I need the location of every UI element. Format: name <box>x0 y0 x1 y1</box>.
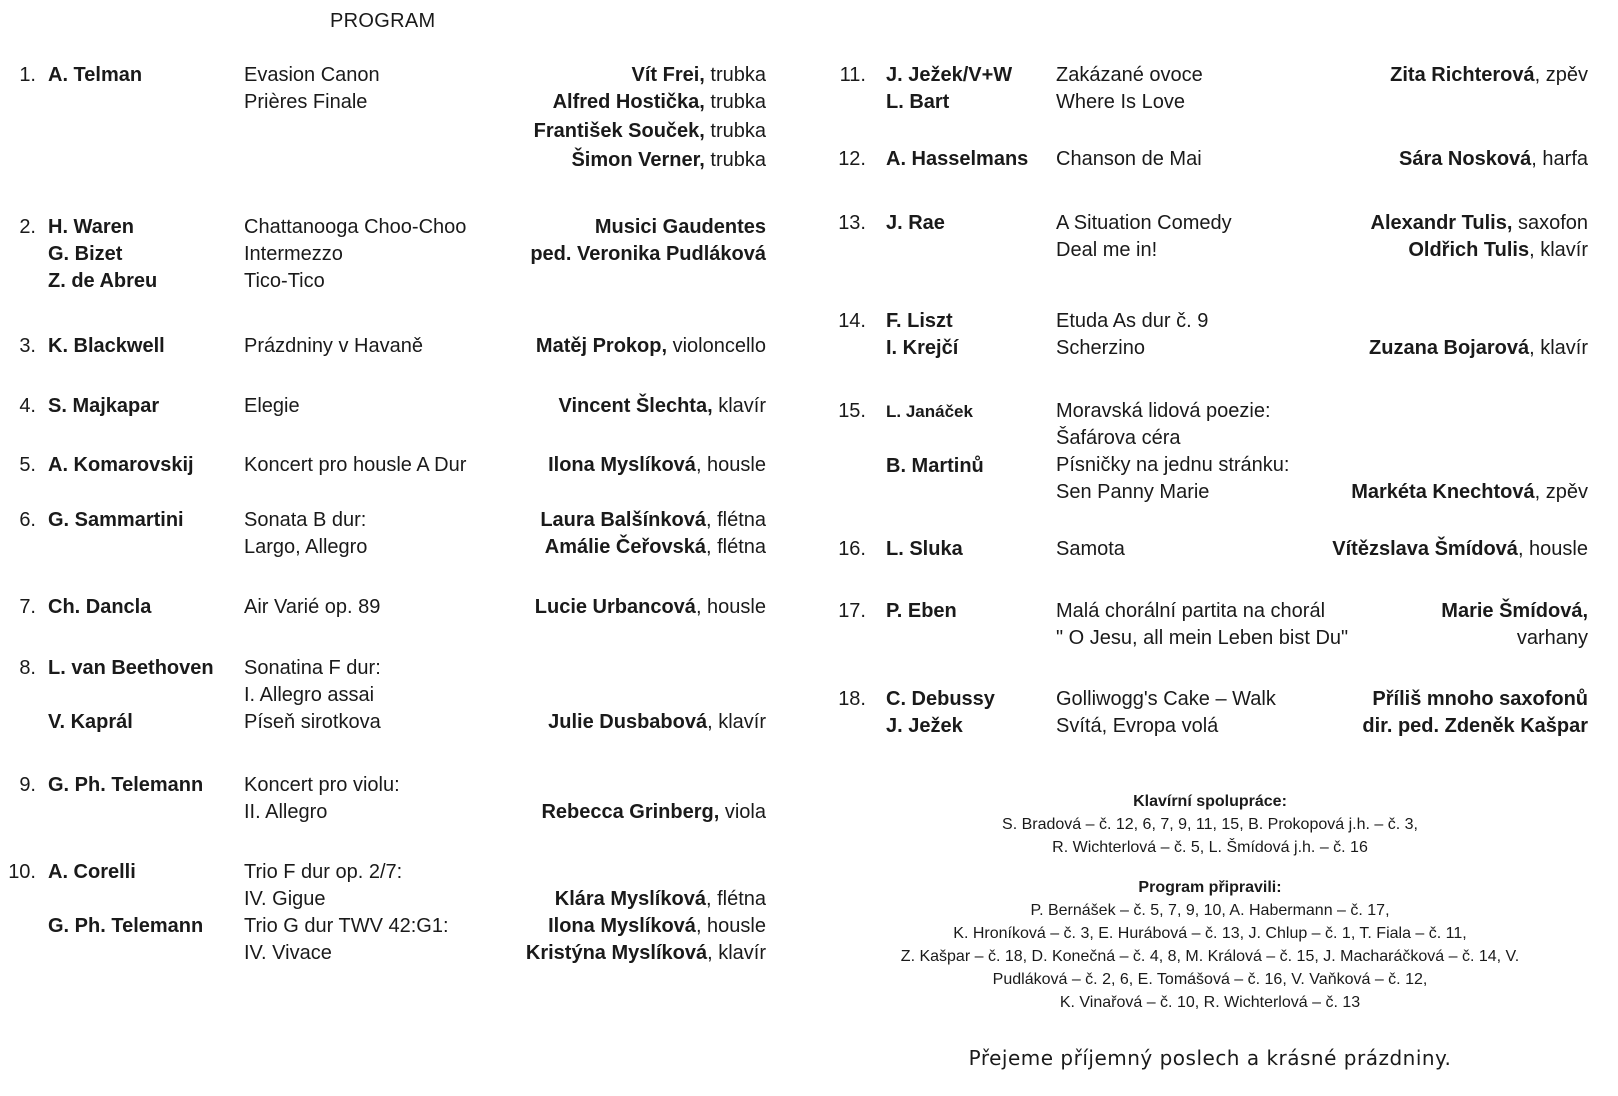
performer-instrument: , housle <box>695 915 766 937</box>
work-title: Trio G dur TWV 42:G1: <box>244 915 449 937</box>
performer-name: Klára Myslíková <box>554 888 706 910</box>
composer-name: J. Ježek/V+W <box>886 64 1013 86</box>
composers <box>48 62 142 89</box>
performer-name: Zuzana Bojarová <box>1369 337 1530 359</box>
prepared-by-notes <box>860 876 1560 1014</box>
composers <box>886 598 957 625</box>
item-number: 4. <box>19 395 36 417</box>
performers <box>1371 210 1589 264</box>
item-number: 18. <box>838 688 866 710</box>
performer-line <box>1351 425 1588 452</box>
performer-instrument: , harfa <box>1531 148 1588 170</box>
performer-line <box>548 452 766 479</box>
work-title: Tico-Tico <box>244 270 325 292</box>
works <box>244 333 423 360</box>
composer-name: L. Sluka <box>886 538 963 560</box>
performer-line <box>1371 237 1589 264</box>
work-title: Prázdniny v Havaně <box>244 335 423 357</box>
composer-name: C. Debussy <box>886 688 995 710</box>
composer-name: V. Kaprál <box>48 711 133 733</box>
works <box>1056 686 1276 740</box>
composer-name: L. Janáček <box>886 402 973 421</box>
performer-name: Ilona Myslíková <box>548 915 696 937</box>
prepared-heading: Program připravili: <box>1138 879 1282 896</box>
composer-name: G. Ph. Telemann <box>48 915 204 937</box>
item-number: 3. <box>19 335 36 357</box>
composers <box>48 594 151 621</box>
performer-line <box>1351 452 1588 479</box>
composer-name: A. Telman <box>48 64 143 86</box>
performer-instrument: , zpěv <box>1534 481 1588 503</box>
work-title: Scherzino <box>1056 337 1145 359</box>
composer-name: A. Corelli <box>48 861 136 883</box>
performer-instrument: , klavír <box>707 942 766 964</box>
performer-line <box>1390 62 1588 89</box>
work-title: Koncert pro housle A Dur <box>244 454 467 476</box>
prepared-line: Z. Kašpar – č. 18, D. Konečná – č. 4, 8, M. Králová – č. 15, J. Macharáčková – č. 14, V. <box>900 948 1520 965</box>
performer-line <box>536 333 766 360</box>
composers <box>886 62 1012 116</box>
performer-line <box>526 913 766 940</box>
composers <box>886 146 1028 173</box>
performer-name: Markéta Knechtová <box>1351 481 1535 503</box>
work-title: Etuda As dur č. 9 <box>1056 310 1209 332</box>
performer-line <box>526 859 766 886</box>
performer-name: Julie Dusbabová <box>548 711 708 733</box>
prepared-line: K. Hroníková – č. 3, E. Hurábová – č. 13, J. Chlup – č. 1, T. Fiala – č. 11, <box>953 925 1467 942</box>
work-title: A Situation Comedy <box>1056 212 1232 234</box>
performer-name: Amálie Čeřovská <box>544 536 706 558</box>
work-title: Zakázané ovoce <box>1056 64 1203 86</box>
performers <box>1332 536 1588 563</box>
item-number: 10. <box>8 861 36 883</box>
works <box>244 507 367 561</box>
item-number: 12. <box>838 148 866 170</box>
composer-name: K. Blackwell <box>48 335 165 357</box>
composers <box>48 333 165 360</box>
work-title: Intermezzo <box>244 243 343 265</box>
piano-heading: Klavírní spolupráce: <box>1133 793 1287 810</box>
work-title: Moravská lidová poezie: <box>1056 400 1271 422</box>
performer-line <box>1351 479 1588 506</box>
prepared-line: Pudláková – č. 2, 6, E. Tomášová – č. 16, V. Vaňková – č. 12, <box>992 971 1428 988</box>
performer-instrument: saxofon <box>1512 212 1588 234</box>
performers <box>1351 398 1588 506</box>
performers <box>1362 686 1588 740</box>
composers <box>48 772 203 799</box>
performer-name: Šimon Verner, <box>571 149 705 171</box>
work-title: Largo, Allegro <box>244 536 368 558</box>
performer-line <box>1332 536 1588 563</box>
composer-name: Z. de Abreu <box>48 270 158 292</box>
works <box>1056 62 1203 116</box>
work-title: Evasion Canon <box>244 64 380 86</box>
item-number: 17. <box>838 600 866 622</box>
performer-line <box>534 89 766 116</box>
performer-line <box>540 534 766 561</box>
composer-name: H. Waren <box>48 216 134 238</box>
performer-line <box>541 799 766 826</box>
performer-name: Příliš mnoho saxofonů <box>1372 688 1588 710</box>
composer-name <box>886 425 984 452</box>
performers <box>530 214 766 268</box>
work-title: Air Varié op. 89 <box>244 596 381 618</box>
performer-instrument: klavír <box>712 395 766 417</box>
performers <box>1399 146 1588 173</box>
item-number: 16. <box>838 538 866 560</box>
work-title: Malá chorální partita na chorál <box>1056 600 1326 622</box>
composers <box>48 655 214 736</box>
performer-name: Vincent Šlechta, <box>558 395 713 417</box>
performer-instrument: , flétna <box>705 509 766 531</box>
performer-line <box>534 118 766 145</box>
closing-message: Přejeme příjemný poslech a krásné prázdniny. <box>968 1046 1452 1070</box>
performer-instrument: , housle <box>695 596 766 618</box>
works <box>244 393 300 420</box>
performer-line <box>548 709 766 736</box>
performers <box>548 655 766 736</box>
works <box>244 772 400 826</box>
performers <box>559 393 766 420</box>
works <box>1056 598 1348 652</box>
composers <box>886 536 963 563</box>
work-title: Sonata B dur: <box>244 509 367 531</box>
composer-name: Ch. Dancla <box>48 596 152 618</box>
works <box>1056 146 1202 173</box>
item-number: 14. <box>838 310 866 332</box>
work-title: Píseň sirotkova <box>244 711 381 733</box>
composer-name: F. Liszt <box>886 310 953 332</box>
performers <box>1441 598 1588 652</box>
composers <box>48 859 203 940</box>
composer-name: J. Ježek <box>886 715 963 737</box>
piano-accompaniment-notes <box>860 790 1560 859</box>
works <box>244 594 380 621</box>
performer-instrument: trubka <box>704 120 766 142</box>
works <box>1056 398 1289 506</box>
composer-name: P. Eben <box>886 600 957 622</box>
composer-name: L. van Beethoven <box>48 657 214 679</box>
performers <box>1369 308 1588 362</box>
composer-name: L. Bart <box>886 91 950 113</box>
composers <box>48 452 194 479</box>
performer-name: Marie Šmídová, <box>1441 600 1588 622</box>
performer-name: Zita Richterová <box>1390 64 1535 86</box>
composer-name: A. Komarovskij <box>48 454 194 476</box>
composer-name: A. Hasselmans <box>886 148 1029 170</box>
program-title: PROGRAM <box>330 10 436 32</box>
performer-instrument: , flétna <box>705 536 766 558</box>
composer-name: G. Bizet <box>48 243 123 265</box>
prepared-line: K. Vinařová – č. 10, R. Wichterlová – č. 13 <box>1059 994 1361 1011</box>
performer-line <box>1399 146 1588 173</box>
work-title: Where Is Love <box>1056 91 1185 113</box>
performer-instrument: , housle <box>695 454 766 476</box>
performer-line <box>530 214 766 241</box>
work-title: Písničky na jednu stránku: <box>1056 454 1290 476</box>
work-title: " O Jesu, all mein Leben bist Du" <box>1056 627 1349 649</box>
performer-instrument: trubka <box>704 64 766 86</box>
work-title: Šafárova céra <box>1056 427 1181 449</box>
performers <box>535 594 766 621</box>
composer-name: S. Majkapar <box>48 395 160 417</box>
works <box>244 452 466 479</box>
performer-name: Kristýna Myslíková <box>525 942 708 964</box>
item-number: 13. <box>838 212 866 234</box>
work-title: IV. Vivace <box>244 942 332 964</box>
performer-line <box>1369 335 1588 362</box>
performer-line <box>526 886 766 913</box>
performer-instrument: varhany <box>1516 627 1588 649</box>
performer-name: ped. Veronika Pudláková <box>530 243 766 265</box>
item-number: 9. <box>19 774 36 796</box>
performer-name: Oldřich Tulis <box>1408 239 1530 261</box>
composer-name: G. Sammartini <box>48 509 184 531</box>
composers <box>48 214 157 295</box>
item-number: 2. <box>19 216 36 238</box>
piano-line: S. Bradová – č. 12, 6, 7, 9, 11, 15, B. Prokopová j.h. – č. 3, <box>1002 816 1418 833</box>
performer-instrument: , housle <box>1517 538 1588 560</box>
item-number: 1. <box>19 64 36 86</box>
performer-name: František Souček, <box>533 120 705 142</box>
performers <box>1390 62 1588 89</box>
performer-line <box>548 682 766 709</box>
work-title: IV. Gigue <box>244 888 326 910</box>
work-title: Chattanooga Choo-Choo <box>244 216 467 238</box>
works <box>1056 308 1208 362</box>
work-title: Svítá, Evropa volá <box>1056 715 1219 737</box>
work-title: Samota <box>1056 538 1125 560</box>
performer-line <box>548 655 766 682</box>
piano-line: R. Wichterlová – č. 5, L. Šmídová j.h. – č. 16 <box>1052 839 1368 856</box>
performer-line <box>530 241 766 268</box>
composer-name: G. Ph. Telemann <box>48 774 204 796</box>
performers <box>526 859 766 967</box>
work-title: Chanson de Mai <box>1056 148 1202 170</box>
performers <box>548 452 766 479</box>
performers <box>534 62 766 174</box>
item-number: 7. <box>19 596 36 618</box>
performer-name: Lucie Urbancová <box>534 596 696 618</box>
work-title: Golliwogg's Cake – Walk <box>1056 688 1276 710</box>
composers <box>886 398 984 480</box>
performer-line <box>1369 308 1588 335</box>
performer-instrument: , klavír <box>707 711 766 733</box>
performer-instrument: , zpěv <box>1534 64 1588 86</box>
prepared-line: P. Bernášek – č. 5, 7, 9, 10, A. Habermann – č. 17, <box>1030 902 1390 919</box>
performer-instrument: trubka <box>704 91 766 113</box>
work-title: Koncert pro violu: <box>244 774 400 796</box>
performer-name: Sára Nosková <box>1399 148 1532 170</box>
item-number: 15. <box>838 400 866 422</box>
performer-name: Matěj Prokop, <box>535 335 668 357</box>
works <box>244 859 449 967</box>
works <box>244 62 380 116</box>
performer-name: Alfred Hostička, <box>552 91 705 113</box>
works <box>244 655 381 736</box>
performer-instrument: viola <box>719 801 766 823</box>
performer-line <box>526 940 766 967</box>
performers <box>536 333 766 360</box>
composer-name: B. Martinů <box>886 455 984 477</box>
performer-instrument: trubka <box>704 149 766 171</box>
work-title: Prières Finale <box>244 91 368 113</box>
performer-instrument: , klavír <box>1529 337 1588 359</box>
performer-instrument: violoncello <box>667 335 766 357</box>
performers <box>540 507 766 561</box>
works <box>1056 210 1232 264</box>
composers <box>48 393 159 420</box>
performer-instrument: , klavír <box>1529 239 1588 261</box>
performer-name: Vít Frei, <box>631 64 705 86</box>
composers <box>886 308 958 362</box>
performer-name: Ilona Myslíková <box>548 454 696 476</box>
performer-line <box>1362 686 1588 713</box>
work-title: II. Allegro <box>244 801 328 823</box>
performer-line <box>1351 398 1588 425</box>
performer-line <box>535 594 766 621</box>
work-title: Deal me in! <box>1056 239 1158 261</box>
performer-line <box>1441 598 1588 625</box>
performer-line <box>559 393 766 420</box>
item-number: 6. <box>19 509 36 531</box>
item-number: 8. <box>19 657 36 679</box>
works <box>1056 536 1125 563</box>
composers <box>886 686 995 740</box>
performer-name: Rebecca Grinberg, <box>541 801 720 823</box>
performer-name: Alexandr Tulis, <box>1370 212 1513 234</box>
composers <box>48 507 184 534</box>
work-title: Elegie <box>244 395 300 417</box>
performer-name: Laura Balšínková <box>540 509 706 531</box>
composer-name <box>48 682 214 709</box>
performer-line <box>540 507 766 534</box>
composer-name: I. Krejčí <box>886 337 959 359</box>
work-title: I. Allegro assai <box>244 684 375 706</box>
works <box>244 214 466 295</box>
item-number: 5. <box>19 454 36 476</box>
performer-line <box>1371 210 1589 237</box>
composer-name <box>48 886 203 913</box>
performer-name: dir. ped. Zdeněk Kašpar <box>1362 715 1588 737</box>
work-title: Sonatina F dur: <box>244 657 381 679</box>
item-number: 11. <box>839 64 866 86</box>
performer-line <box>1362 713 1588 740</box>
composer-name: J. Rae <box>886 212 945 234</box>
performer-line <box>1441 625 1588 652</box>
work-title: Sen Panny Marie <box>1056 481 1210 503</box>
performer-name: Musici Gaudentes <box>594 216 766 238</box>
performer-line <box>541 772 766 799</box>
performer-name: Vítězslava Šmídová <box>1332 538 1518 560</box>
performer-line <box>534 147 766 174</box>
composers <box>886 210 945 237</box>
performers <box>541 772 766 826</box>
performer-instrument: , flétna <box>705 888 766 910</box>
performer-line <box>534 62 766 89</box>
work-title: Trio F dur op. 2/7: <box>244 861 403 883</box>
